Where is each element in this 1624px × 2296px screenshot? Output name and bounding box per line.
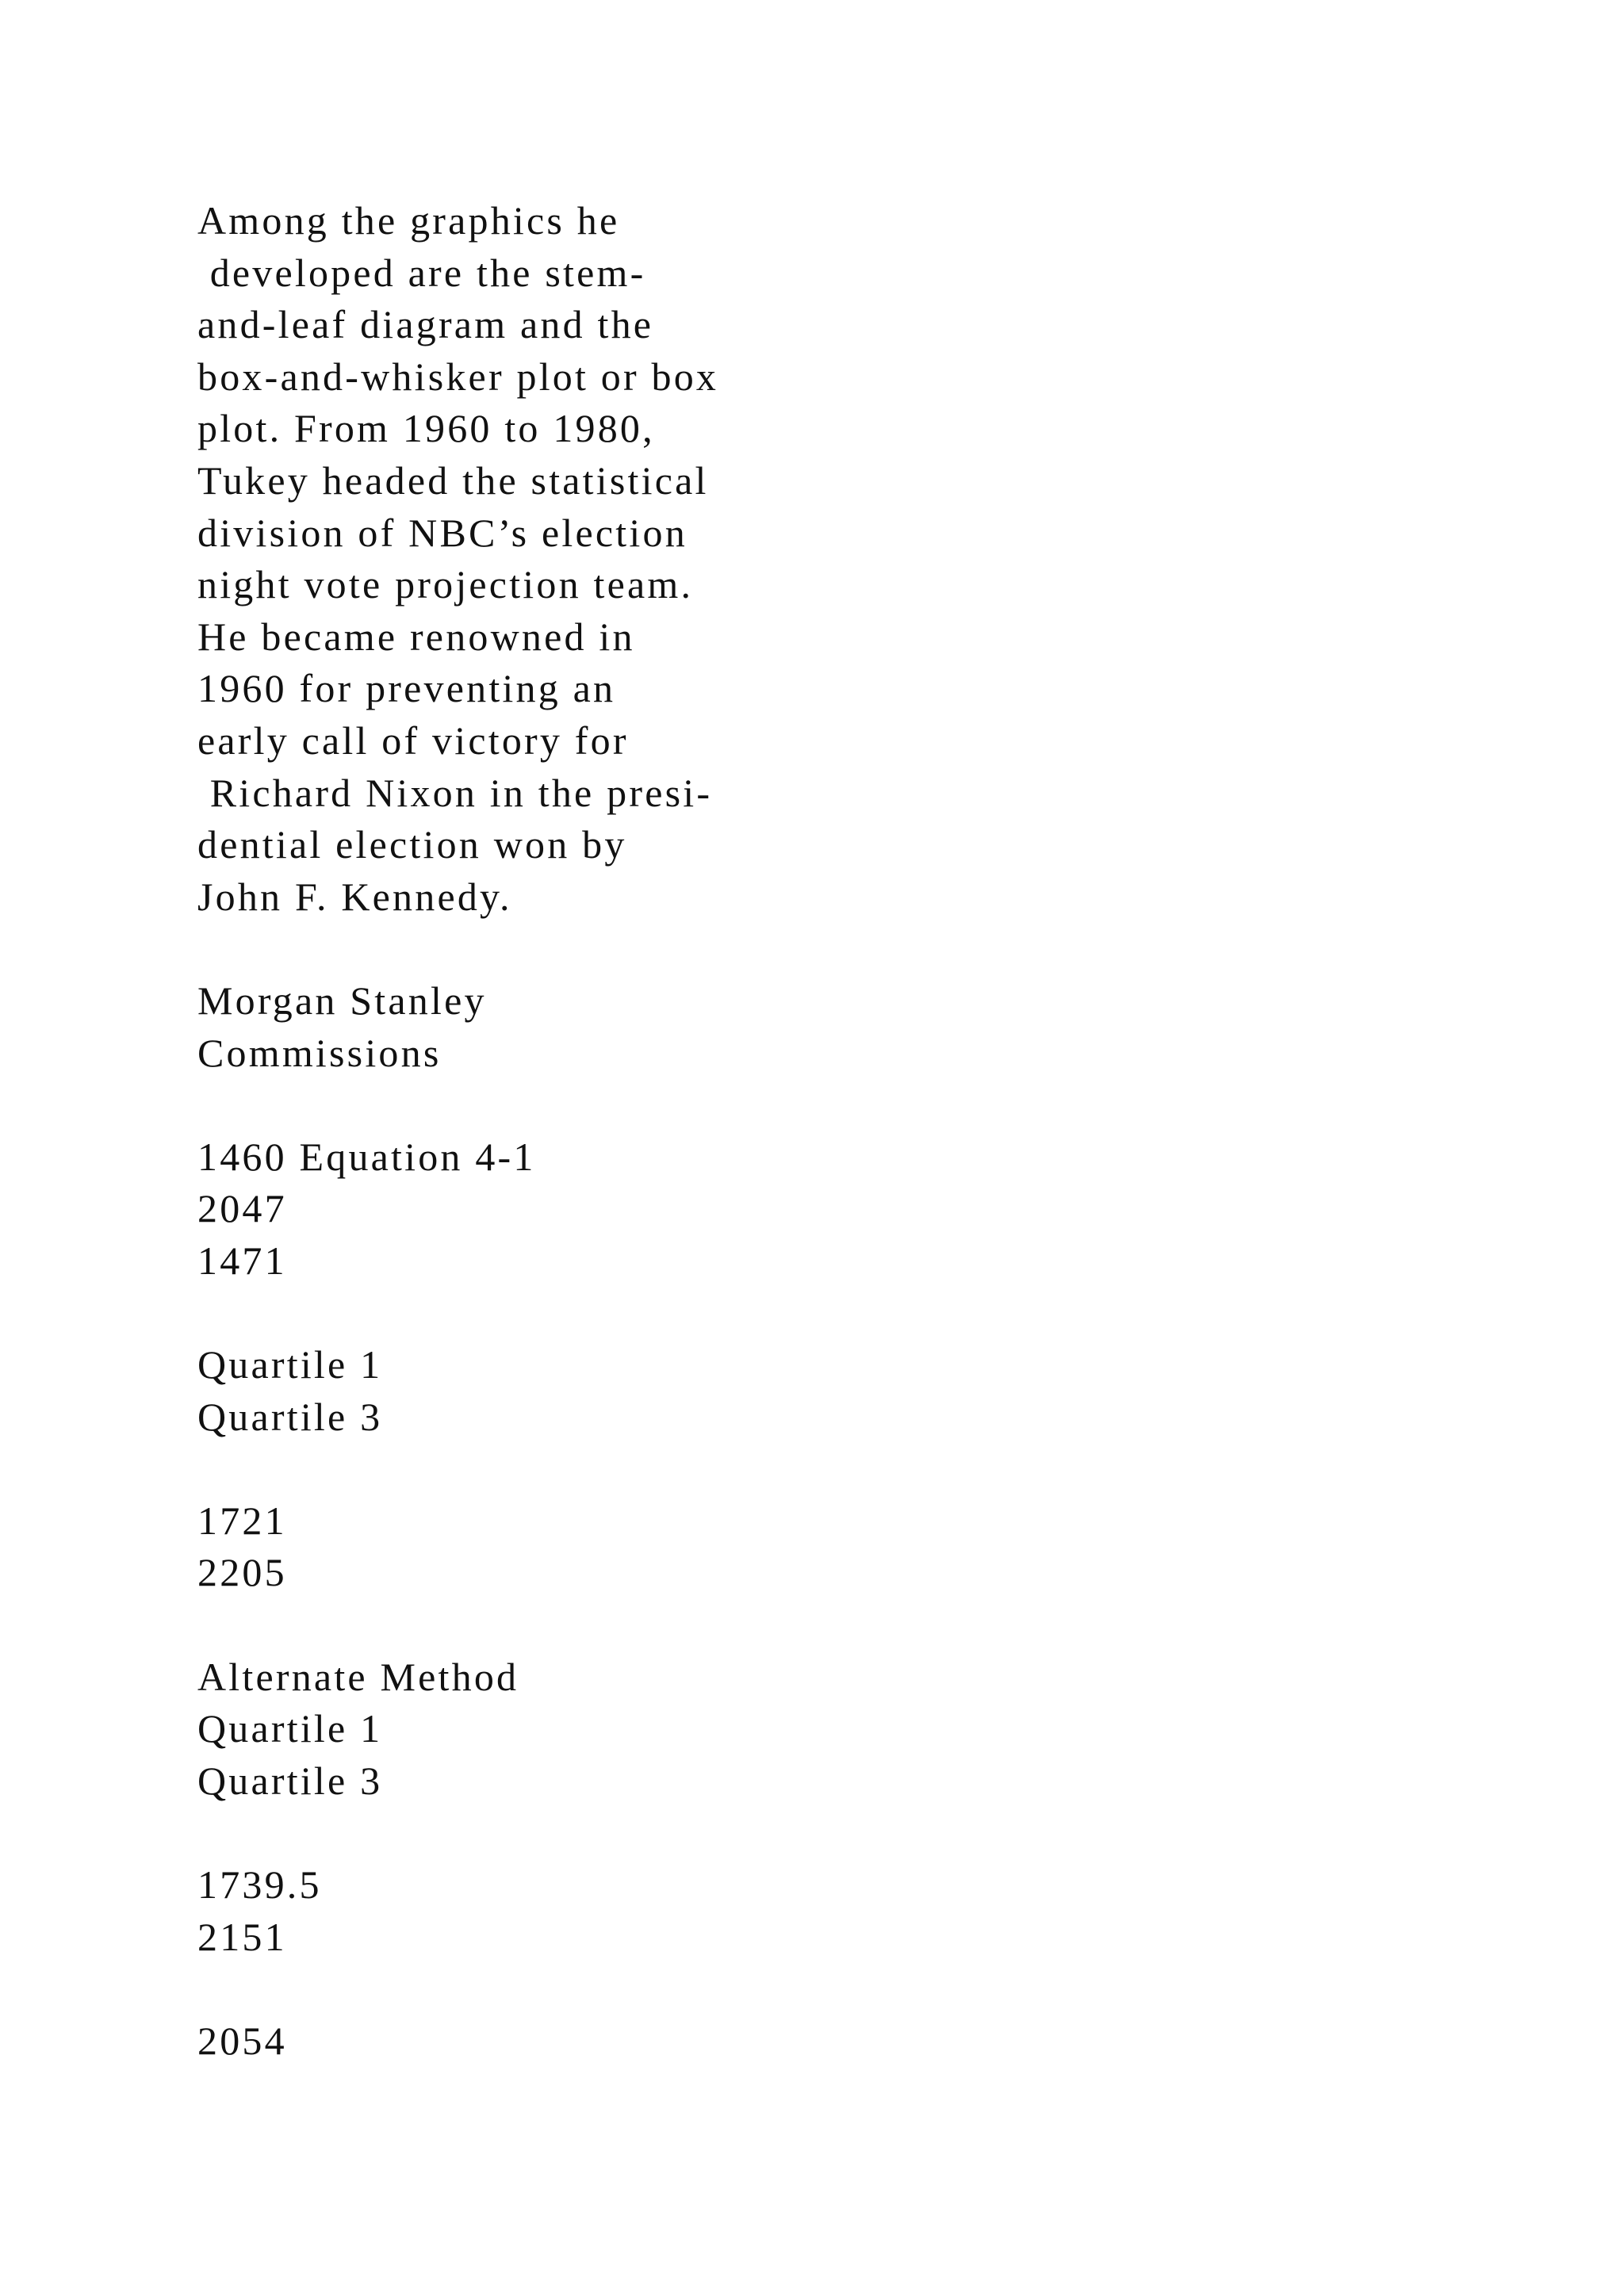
quartile-value: 1721 [197,1498,287,1543]
alternate-values [197,1859,1387,1963]
alternate-value: 2151 [197,1914,287,1959]
value-line: 1471 [197,1238,287,1283]
quartile-values [197,1495,1387,1599]
blank-line [197,1079,1387,1131]
paragraph-line: plot. From 1960 to 1980, [197,406,655,451]
paragraph-line: division of NBC’s election [197,510,688,555]
quartile-label: Quartile 3 [197,1394,383,1439]
paragraph-line: box-and-whisker plot or box [197,354,719,399]
blank-line [197,1287,1387,1339]
paragraph-line: 1960 for preventing an [197,666,616,711]
blank-line [197,1599,1387,1651]
blank-line [197,1963,1387,2015]
paragraph-line: He became renowned in [197,614,635,659]
paragraph-line: dential election won by [197,822,627,867]
heading-line: Morgan Stanley [197,978,487,1023]
alternate-line: Quartile 1 [197,1706,383,1751]
quartile-label: Quartile 1 [197,1342,383,1387]
paragraph-line: and-leaf diagram and the [197,302,654,347]
quartile-labels [197,1339,1387,1443]
blank-line [197,1443,1387,1495]
paragraph-line: Richard Nixon in the presi- [197,770,713,815]
quartile-value: 2205 [197,1550,287,1595]
paragraph-line: Among the graphics he [197,198,620,243]
paragraph-line: night vote projection team. [197,562,694,607]
paragraph-line: John F. Kennedy. [197,874,512,919]
alternate-line: Quartile 3 [197,1758,383,1803]
alternate-value: 1739.5 [197,1862,322,1907]
alternate-method [197,1651,1387,1808]
tukey-paragraph [197,195,1387,923]
blank-line [197,1807,1387,1859]
paragraph-line: Tukey headed the statistical [197,457,709,503]
blank-line [197,923,1387,975]
section-heading [197,975,1387,1079]
values-group [197,1131,1387,1288]
document-text [197,195,1387,2067]
paragraph-line: developed are the stem- [197,250,646,295]
heading-line: Commissions [197,1030,442,1075]
value-line: 2047 [197,1186,287,1231]
alternate-line: Alternate Method [197,1654,519,1699]
value-line: 1460 Equation 4-1 [197,1134,536,1179]
final-value: 2054 [197,2018,287,2063]
paragraph-line: early call of victory for [197,718,629,763]
